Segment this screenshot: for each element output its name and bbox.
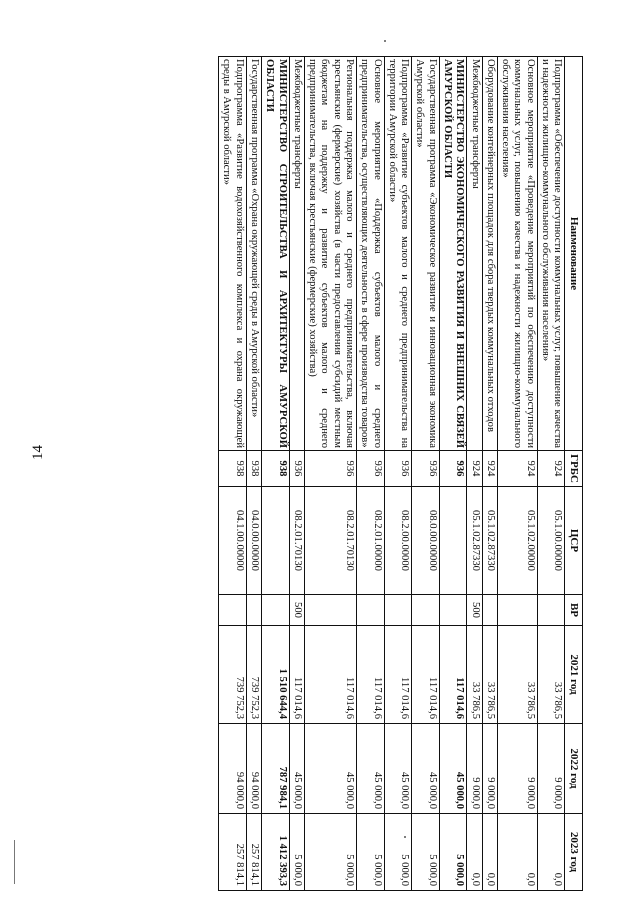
cell-grbs: 936: [304, 451, 356, 487]
cell-grbs: 924: [497, 451, 537, 487]
margin-line: [14, 840, 15, 884]
cell-2023: 0,0: [537, 814, 565, 891]
cell-2022: 9 000,0: [497, 724, 537, 814]
cell-grbs: 936: [412, 451, 440, 487]
cell-csr: 05.1.02.87330: [467, 487, 482, 595]
cell-2021: 117 014,6: [412, 626, 440, 724]
cell-name: Оборудование контейнерных площадок для сбора твердых коммунальных отходов: [482, 57, 497, 451]
table-row: [219, 57, 247, 891]
cell-2022: 94 000,0: [246, 724, 261, 814]
cell-2023: 0,0: [482, 814, 497, 891]
cell-vr: [384, 595, 412, 626]
header-name: Наименование: [565, 57, 583, 451]
cell-grbs: 936: [289, 451, 304, 487]
page-number: [28, 434, 48, 470]
cell-grbs: 924: [482, 451, 497, 487]
cell-2021: 117 014,6: [439, 626, 467, 724]
cell-name: Государственная программа «Экономическое развитие и инновационная экономика Амурской области»: [412, 57, 440, 451]
cell-2021: 33 786,5: [482, 626, 497, 724]
header-row: [565, 57, 583, 891]
cell-2023: 5 000,0: [384, 814, 412, 891]
cell-grbs: 936: [357, 451, 385, 487]
budget-table: [218, 56, 583, 891]
cell-name: Основное мероприятие «Поддержка субъектов малого и среднего предпринимательства, осуществляющих деятельность в сфере производства товаров»: [357, 57, 385, 451]
cell-grbs: 936: [384, 451, 412, 487]
header-2021: 2021 год: [565, 626, 583, 724]
table-row: [289, 57, 304, 891]
table-row: [439, 57, 467, 891]
cell-2021: 33 786,5: [497, 626, 537, 724]
cell-2023: 0,0: [467, 814, 482, 891]
cell-2023: 5 000,0: [412, 814, 440, 891]
cell-2022: 9 000,0: [467, 724, 482, 814]
header-csr: ЦСР: [565, 487, 583, 595]
table-row: [304, 57, 356, 891]
table-row: [482, 57, 497, 891]
cell-vr: [357, 595, 385, 626]
cell-2022: 9 000,0: [537, 724, 565, 814]
cell-2021: 117 014,6: [357, 626, 385, 724]
table-row: [497, 57, 537, 891]
cell-name: Подпрограмма «Обеспечение доступности коммунальных услуг, повышение качества и надежности жилищно-коммунального обслуживания населения»: [537, 57, 565, 451]
cell-csr: 08.0.00.00000: [412, 487, 440, 595]
cell-vr: [219, 595, 247, 626]
table-row: [412, 57, 440, 891]
page-number-text: 14: [29, 444, 46, 460]
cell-grbs: 924: [467, 451, 482, 487]
table-row: [357, 57, 385, 891]
cell-name: Государственная программа «Охрана окружающей среды в Амурской области»: [246, 57, 261, 451]
cell-name: МИНИСТЕРСТВО ЭКОНОМИЧЕСКОГО РАЗВИТИЯ И ВНЕШНИХ СВЯЗЕЙ АМУРСКОЙ ОБЛАСТИ: [439, 57, 467, 451]
cell-csr: 05.1.00.00000: [537, 487, 565, 595]
cell-csr: [262, 487, 290, 595]
cell-2023: 5 000,0: [357, 814, 385, 891]
cell-grbs: 938: [246, 451, 261, 487]
cell-2021: 33 786,5: [467, 626, 482, 724]
rotated-table-container: [83, 56, 583, 890]
cell-vr: [497, 595, 537, 626]
cell-2021: 33 786,5: [537, 626, 565, 724]
cell-name: МИНИСТЕРСТВО СТРОИТЕЛЬСТВА И АРХИТЕКТУРЫ АМУРСКОЙ ОБЛАСТИ: [262, 57, 290, 451]
cell-2021: 117 014,6: [304, 626, 356, 724]
cell-2023: 5 000,0: [289, 814, 304, 891]
cell-2021: 739 752,3: [219, 626, 247, 724]
cell-name: Межбюджетные трансферты: [467, 57, 482, 451]
cell-2022: 45 000,0: [384, 724, 412, 814]
cell-vr: [412, 595, 440, 626]
header-vr: ВР: [565, 595, 583, 626]
cell-2022: 9 000,0: [482, 724, 497, 814]
table-row: [537, 57, 565, 891]
cell-csr: 08.2.01.70130: [304, 487, 356, 595]
table-body: [219, 57, 565, 891]
cell-grbs: 938: [219, 451, 247, 487]
cell-name: Подпрограмма «Развитие субъектов малого и среднего предпринимательства на территории Амурской области»: [384, 57, 412, 451]
cell-csr: 08.2.01.70130: [289, 487, 304, 595]
cell-2022: 94 000,0: [219, 724, 247, 814]
table-row: [384, 57, 412, 891]
cell-2022: 45 000,0: [357, 724, 385, 814]
cell-2022: 45 000,0: [412, 724, 440, 814]
cell-vr: 500: [289, 595, 304, 626]
header-2023: 2023 год: [565, 814, 583, 891]
cell-2022: 787 984,1: [262, 724, 290, 814]
cell-name: Региональная поддержка малого и среднего предпринимательства, включая крестьянские (фермерские) хозяйства (в части предоставления субсидий местным бюджетам на поддержку и развитие субъектов малого и среднего предпринимательства, включая крестьянские (фермерские) хозяйства): [304, 57, 356, 451]
cell-vr: [246, 595, 261, 626]
cell-2023: 0,0: [497, 814, 537, 891]
table-row: [246, 57, 261, 891]
cell-2021: 117 014,6: [384, 626, 412, 724]
cell-csr: 05.1.02.87330: [482, 487, 497, 595]
cell-csr: 08.2.00.00000: [384, 487, 412, 595]
table-row: [262, 57, 290, 891]
cell-name: Основное мероприятие «Проведение мероприятий по обеспечению доступности коммунальных услуг, повышению качества и надежности жилищно-коммунального обслуживания населения»: [497, 57, 537, 451]
cell-2021: 117 014,6: [289, 626, 304, 724]
cell-vr: [304, 595, 356, 626]
cell-csr: 08.2.01.00000: [357, 487, 385, 595]
cell-name: Межбюджетные трансферты: [289, 57, 304, 451]
cell-grbs: 924: [537, 451, 565, 487]
cell-2023: 5 000,0: [439, 814, 467, 891]
cell-2021: 1 510 644,4: [262, 626, 290, 724]
cell-name: Подпрограмма «Развитие водохозяйственного комплекса и охрана окружающей среды в Амурской области»: [219, 57, 247, 451]
cell-vr: [482, 595, 497, 626]
cell-vr: [439, 595, 467, 626]
cell-csr: 04.0.00.00000: [246, 487, 261, 595]
cell-csr: [439, 487, 467, 595]
cell-grbs: 938: [262, 451, 290, 487]
header-grbs: ГРБС: [565, 451, 583, 487]
cell-csr: 05.1.02.00000: [497, 487, 537, 595]
cell-2022: 45 000,0: [289, 724, 304, 814]
cell-vr: 500: [467, 595, 482, 626]
header-2022: 2022 год: [565, 724, 583, 814]
cell-2023: 5 000,0: [304, 814, 356, 891]
cell-2023: 257 814,1: [246, 814, 261, 891]
cell-2023: 257 814,1: [219, 814, 247, 891]
cell-vr: [537, 595, 565, 626]
cell-grbs: 936: [439, 451, 467, 487]
cell-2021: 739 752,3: [246, 626, 261, 724]
cell-2022: 45 000,0: [439, 724, 467, 814]
cell-2023: 1 412 393,3: [262, 814, 290, 891]
cell-2022: 45 000,0: [304, 724, 356, 814]
scan-dot: [384, 40, 386, 42]
cell-csr: 04.1.00.00000: [219, 487, 247, 595]
table-row: [467, 57, 482, 891]
cell-vr: [262, 595, 290, 626]
